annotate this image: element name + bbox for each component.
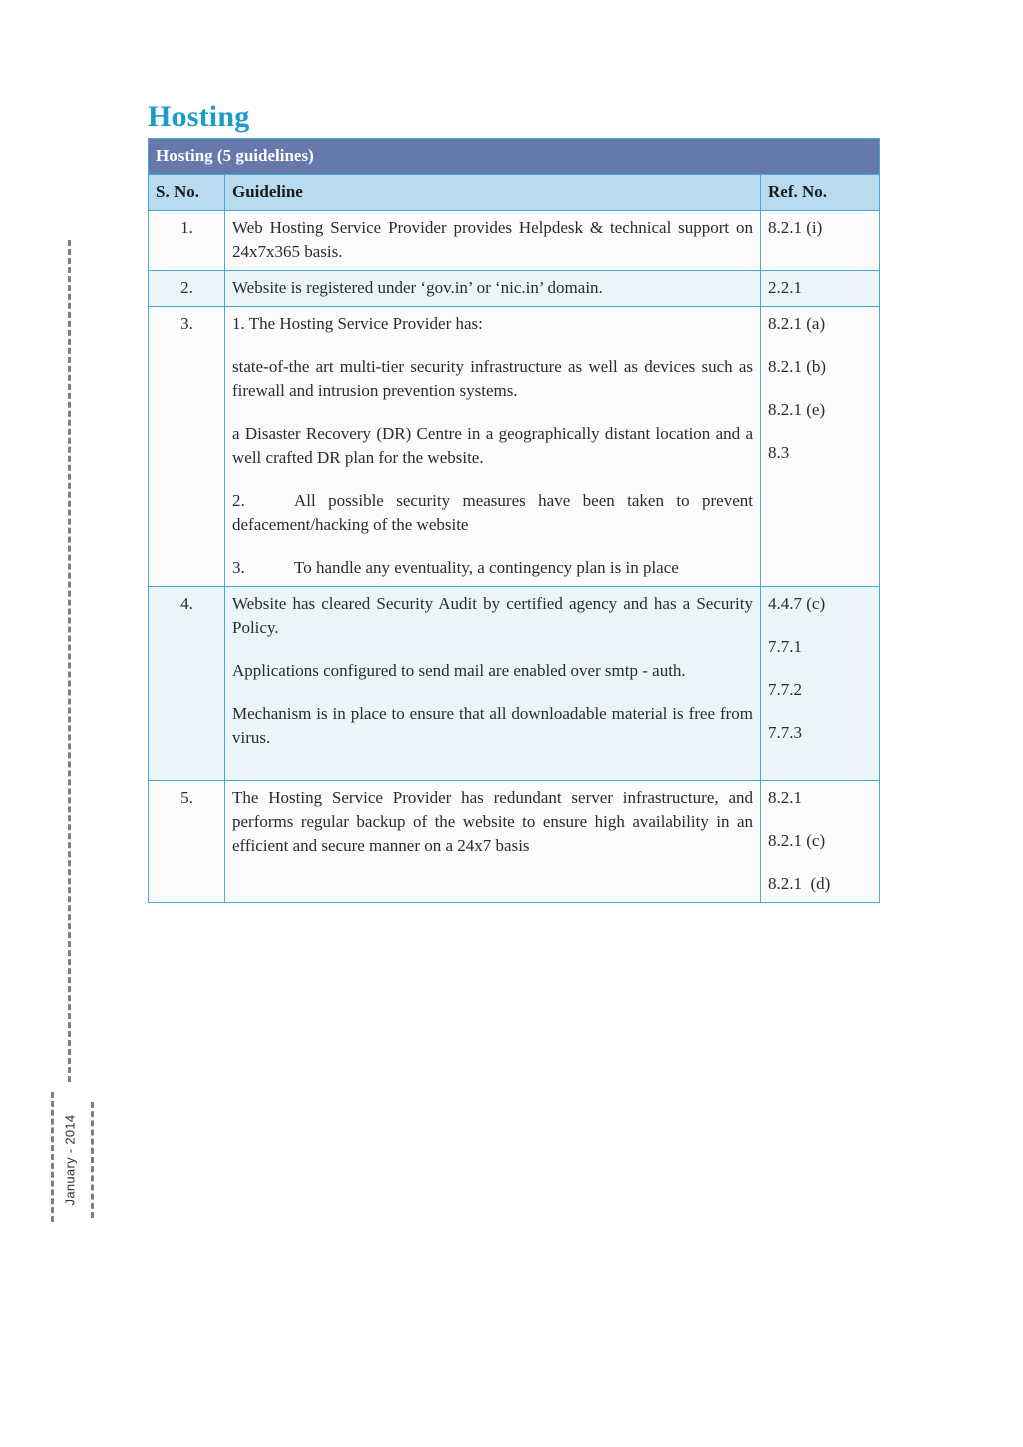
row-ref bbox=[761, 271, 880, 307]
margin-dashed-rule-right bbox=[91, 1102, 94, 1218]
guideline-text: Web Hosting Service Provider provides Helpdesk & technical support on 24x7x365 basis. bbox=[232, 218, 753, 261]
row-sno: 4. bbox=[149, 587, 225, 781]
guideline-text: The Hosting Service Provider has redundant server infrastructure, and performs regular backup of the website to ensure high availability in an efficient and secure manner on a 24x7 basis bbox=[232, 788, 753, 855]
ref-number: 7.7.2 bbox=[768, 680, 802, 699]
row-ref bbox=[761, 307, 880, 587]
table-row bbox=[149, 271, 880, 307]
header-ref: Ref. No. bbox=[761, 175, 880, 211]
guideline-text: a Disaster Recovery (DR) Centre in a geographically distant location and a well crafted DR plan for the website. bbox=[232, 424, 753, 467]
numbered-item bbox=[232, 556, 753, 580]
footer-date: January - 2014 bbox=[62, 1114, 78, 1206]
table-row bbox=[149, 211, 880, 271]
ref-number: 8.2.1 (i) bbox=[768, 218, 823, 237]
row-guideline bbox=[225, 271, 761, 307]
table-row bbox=[149, 307, 880, 587]
hosting-guidelines-table bbox=[148, 138, 880, 903]
row-guideline bbox=[225, 211, 761, 271]
table-row bbox=[149, 587, 880, 781]
row-guideline bbox=[225, 781, 761, 903]
margin-dashed-rule bbox=[68, 240, 71, 1082]
numbered-item bbox=[232, 489, 753, 537]
guideline-text: Mechanism is in place to ensure that all downloadable material is free from virus. bbox=[232, 704, 753, 747]
row-guideline bbox=[225, 587, 761, 781]
ref-number: 4.4.7 (c) bbox=[768, 594, 826, 613]
ref-number: 8.2.1 (c) bbox=[768, 831, 826, 850]
item-text: All possible security measures have been taken to prevent defacement/hacking of the website bbox=[232, 491, 753, 534]
guideline-text: Applications configured to send mail are enabled over smtp - auth. bbox=[232, 661, 686, 680]
ref-number: 8.2.1 (b) bbox=[768, 357, 827, 376]
table-row bbox=[149, 781, 880, 903]
table-header-row bbox=[149, 175, 880, 211]
row-sno: 5. bbox=[149, 781, 225, 903]
section-title: Hosting bbox=[148, 100, 250, 133]
ref-number: 7.7.1 bbox=[768, 637, 802, 656]
header-guideline: Guideline bbox=[225, 175, 761, 211]
ref-number: 7.7.3 bbox=[768, 723, 802, 742]
row-sno: 3. bbox=[149, 307, 225, 587]
ref-number: 8.2.1 bbox=[768, 788, 802, 807]
row-sno: 1. bbox=[149, 211, 225, 271]
ref-number: 8.2.1 (e) bbox=[768, 400, 826, 419]
guideline-text: 1. The Hosting Service Provider has: bbox=[232, 314, 483, 333]
guideline-text: Website has cleared Security Audit by certified agency and has a Security Policy. bbox=[232, 594, 753, 637]
guideline-text: state-of-the art multi-tier security infrastructure as well as devices such as firewall and intrusion prevention systems. bbox=[232, 357, 753, 400]
row-ref bbox=[761, 211, 880, 271]
ref-number: 8.3 bbox=[768, 443, 790, 462]
margin-dashed-rule-left bbox=[51, 1092, 54, 1222]
ref-number: 8.2.1 (d) bbox=[768, 874, 831, 893]
item-number: 2. bbox=[232, 491, 245, 510]
item-number: 3. bbox=[232, 558, 245, 577]
row-ref bbox=[761, 781, 880, 903]
guideline-text: Website is registered under ‘gov.in’ or ‘nic.in’ domain. bbox=[232, 278, 603, 297]
row-guideline bbox=[225, 307, 761, 587]
ref-number: 2.2.1 bbox=[768, 278, 802, 297]
row-ref bbox=[761, 587, 880, 781]
ref-number: 8.2.1 (a) bbox=[768, 314, 826, 333]
header-sno: S. No. bbox=[149, 175, 225, 211]
table-caption-row bbox=[149, 139, 880, 175]
item-text: To handle any eventuality, a contingency plan is in place bbox=[294, 558, 679, 577]
row-sno: 2. bbox=[149, 271, 225, 307]
table-caption: Hosting (5 guidelines) bbox=[149, 139, 880, 175]
